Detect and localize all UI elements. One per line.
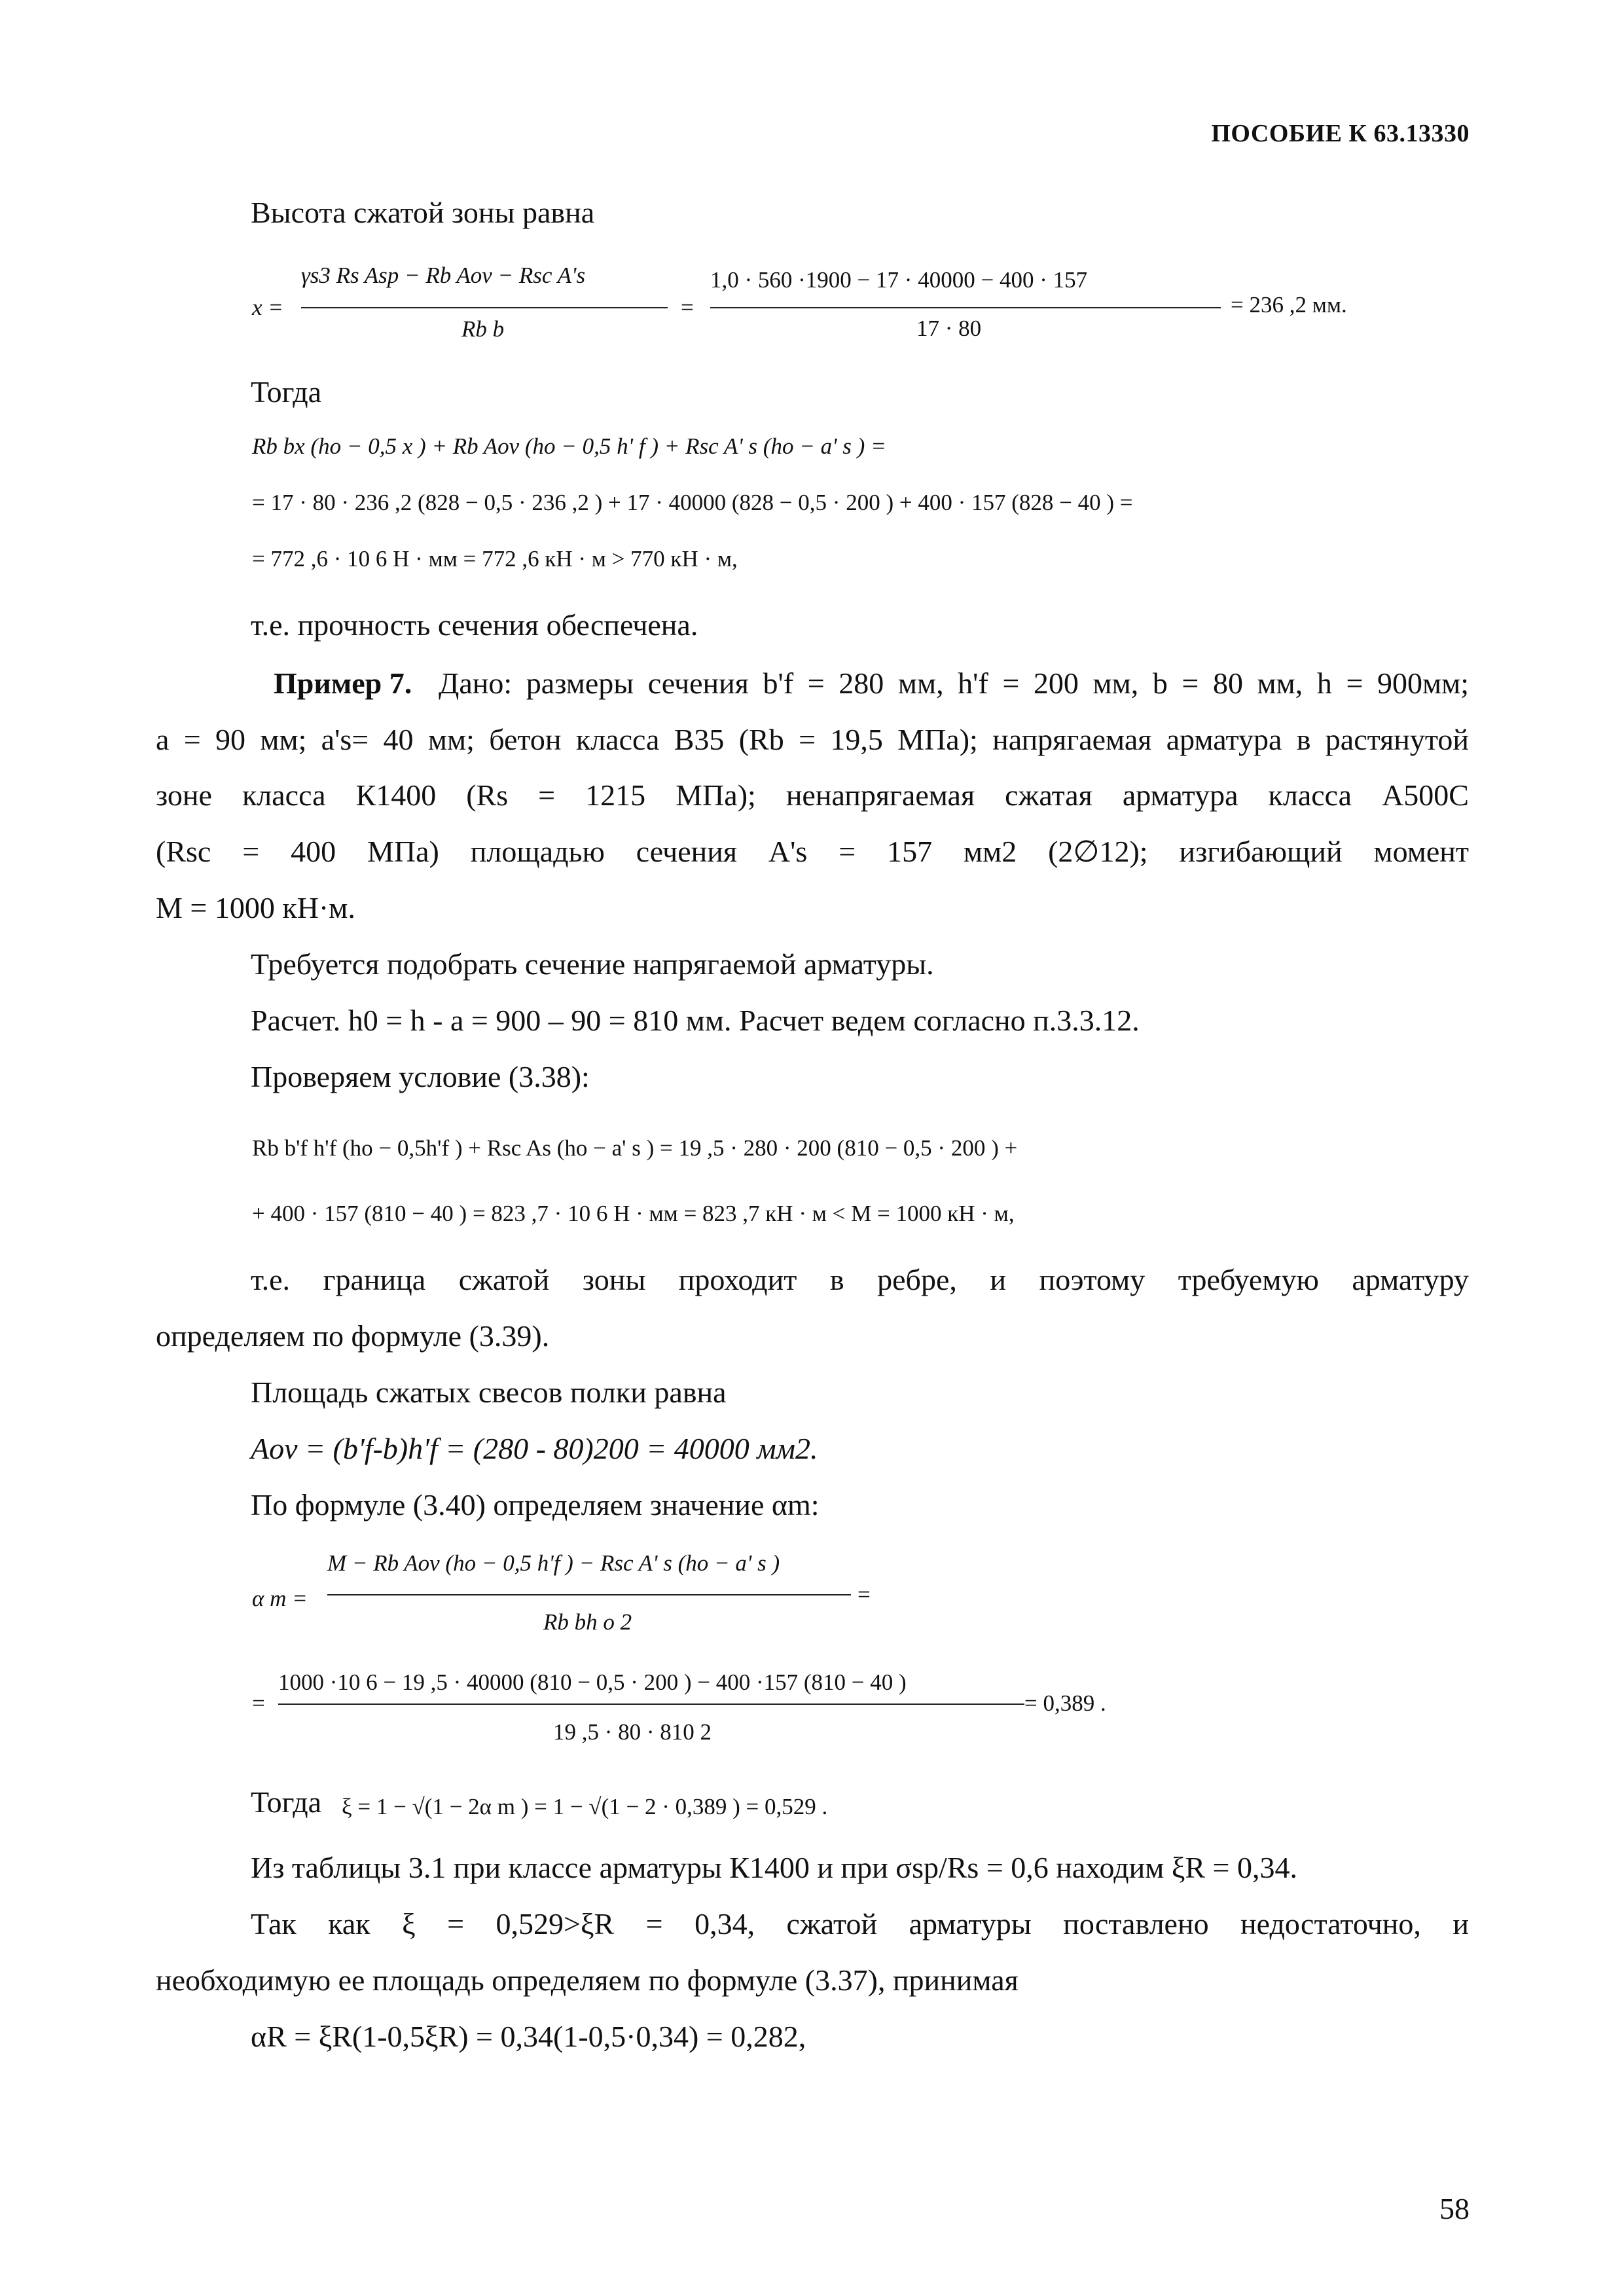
- formula-result: = 236 ,2 мм.: [1231, 292, 1347, 318]
- formula-numerator: 1000 ·10 6 − 19 ,5 · 40000 (810 − 0,5 · 200 ) − 400 ·157 (810 − 40 ): [278, 1669, 907, 1695]
- formula-lhs: x =: [252, 295, 283, 320]
- text-line: Площадь сжатых свесов полки равна: [251, 1376, 727, 1409]
- example-title: Пример 7.: [274, 666, 412, 700]
- formula-numerator: 1,0 · 560 ·1900 − 17 · 40000 − 400 · 157: [710, 267, 1088, 293]
- text-line: Тогда: [251, 1785, 322, 1819]
- paragraph-line: a = 90 мм; a's= 40 мм; бетон класса В35 (Rb = 19,5 МПа); напрягаемая арматура в растянутой: [156, 723, 1469, 756]
- paragraph-line: (Rsc = 400 МПа) площадью сечения A's = 157 мм2 (2∅12); изгибающий момент: [156, 835, 1469, 868]
- text-line: Тогда: [251, 375, 322, 409]
- text-line: Проверяем условие (3.38):: [251, 1060, 590, 1093]
- paragraph-line: т.е. граница сжатой зоны проходит в ребре, и поэтому требуемую арматуру: [251, 1263, 1469, 1296]
- paragraph-line: необходимую ее площадь определяем по формуле (3.37), принимая: [156, 1963, 1019, 1997]
- formula-numerator: M − Rb Aov (ho − 0,5 h'f ) − Rsc A' s (ho − a' s ): [327, 1550, 780, 1576]
- paragraph-line: Дано: размеры сечения b'f = 280 мм, h'f = 200 мм, b = 80 мм, h = 900мм;: [439, 666, 1469, 700]
- formula-line: Rb bx (ho − 0,5 x ) + Rb Aov (ho − 0,5 h' f ) + Rsc A' s (ho − a' s ) =: [252, 433, 886, 459]
- formula-numerator: γs3 Rs Asp − Rb Aov − Rsc A's: [301, 263, 586, 288]
- fraction-bar: [301, 307, 668, 308]
- formula-denominator: 17 · 80: [916, 316, 982, 341]
- formula-line: Rb b'f h'f (ho − 0,5h'f ) + Rsc As (ho − a' s ) = 19 ,5 · 280 · 200 (810 − 0,5 · 200 ) +: [252, 1135, 1018, 1161]
- fraction-bar: [710, 307, 1221, 308]
- page-number: 58: [1439, 2192, 1470, 2225]
- text-line: Высота сжатой зоны равна: [251, 196, 595, 229]
- text-line: По формуле (3.40) определяем значение αm:: [251, 1488, 820, 1522]
- text-line: αR = ξR(1-0,5ξR) = 0,34(1-0,5·0,34) = 0,282,: [251, 2020, 806, 2053]
- formula-denominator: Rb bh o 2: [543, 1609, 632, 1635]
- formula-denominator: 19 ,5 · 80 · 810 2: [553, 1719, 712, 1745]
- paragraph-line: зоне класса К1400 (Rs = 1215 МПа); ненапрягаемая сжатая арматура класса А500С: [156, 778, 1469, 812]
- formula-line: + 400 · 157 (810 − 40 ) = 823 ,7 · 10 6 Н · мм = 823 ,7 кН · м < M = 1000 кН · м,: [252, 1201, 1015, 1226]
- formula-result: = 0,389 .: [1024, 1690, 1106, 1716]
- fraction-bar: [327, 1594, 851, 1595]
- fraction-bar: [278, 1704, 1024, 1705]
- paragraph-line: Так как ξ = 0,529>ξR = 0,34, сжатой арматуры поставлено недостаточно, и: [251, 1907, 1469, 1941]
- text-line: т.е. прочность сечения обеспечена.: [251, 608, 698, 642]
- formula-equals: =: [252, 1690, 265, 1716]
- text-line: Требуется подобрать сечение напрягаемой арматуры.: [251, 947, 934, 981]
- page-header: ПОСОБИЕ К 63.13330: [1211, 120, 1470, 147]
- paragraph-line: M = 1000 кН·м.: [156, 891, 355, 924]
- text-line: Из таблицы 3.1 при классе арматуры К1400 и при σsp/Rs = 0,6 находим ξR = 0,34.: [251, 1851, 1297, 1884]
- formula-lhs: α m =: [252, 1586, 308, 1611]
- formula-line: = 17 · 80 · 236 ,2 (828 − 0,5 · 236 ,2 ) + 17 · 40000 (828 − 0,5 · 200 ) + 400 · 157 (828 − 40 ) =: [252, 490, 1133, 515]
- text-line: Расчет. h0 = h - a = 900 – 90 = 810 мм. Расчет ведем согласно п.3.3.12.: [251, 1004, 1140, 1037]
- formula-equals: =: [681, 295, 694, 320]
- formula-line: = 772 ,6 · 10 6 Н · мм = 772 ,6 кН · м > 770 кН · м,: [252, 546, 738, 572]
- text-line: Aov = (b'f-b)h'f = (280 - 80)200 = 40000 мм2.: [251, 1432, 818, 1465]
- formula-denominator: Rb b: [461, 316, 505, 342]
- formula-equals: =: [857, 1582, 871, 1607]
- paragraph-line: определяем по формуле (3.39).: [156, 1319, 550, 1353]
- formula-line: ξ = 1 − √(1 − 2α m ) = 1 − √(1 − 2 · 0,389 ) = 0,529 .: [342, 1794, 828, 1819]
